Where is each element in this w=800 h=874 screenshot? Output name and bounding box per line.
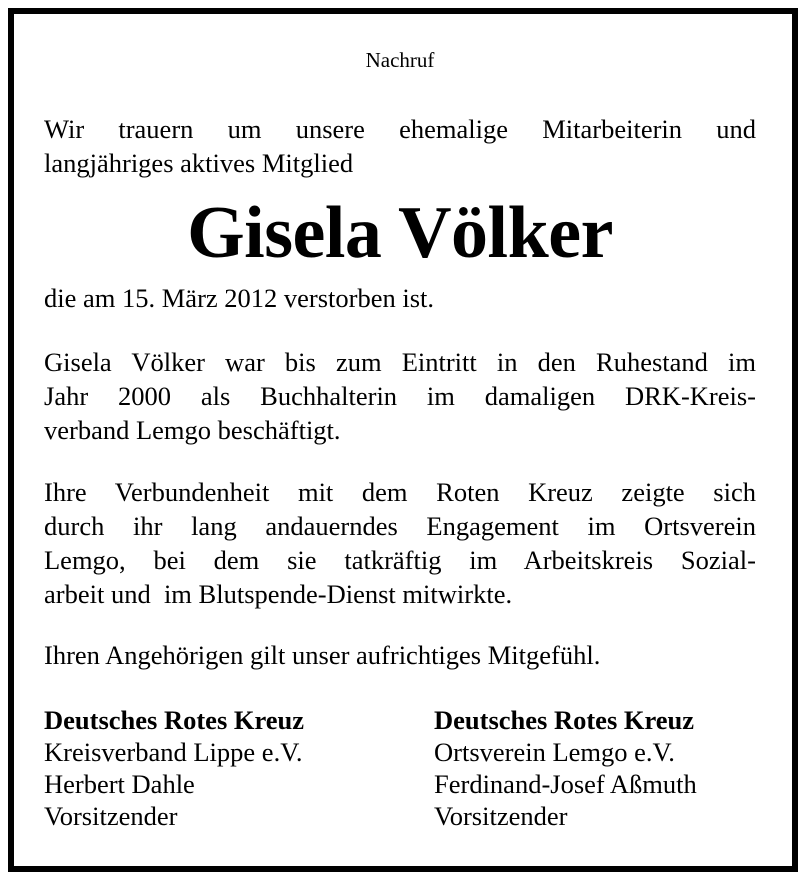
- notice-header: Nachruf: [365, 48, 435, 72]
- engagement-line-3: Lemgo, bei dem sie tatkräftig im Arbeitskreis Sozial-: [44, 545, 756, 575]
- career-line-2: Jahr 2000 als Buchhalterin im damaligen DRK-Kreis-: [44, 381, 756, 411]
- intro-paragraph: [44, 112, 756, 180]
- engagement-line-4: arbeit und im Blutspende-Dienst mitwirkte.: [44, 579, 513, 609]
- intro-line-1: Wir trauern um unsere ehemalige Mitarbeiterin und: [44, 114, 756, 144]
- signature-block-right: [434, 704, 697, 832]
- signature-organization: Deutsches Rotes Kreuz: [44, 705, 305, 735]
- career-line-1: Gisela Völker war bis zum Eintritt in den Ruhestand im: [44, 347, 756, 377]
- signature-person: Ferdinand-Josef Aßmuth: [434, 769, 697, 799]
- career-line-3: verband Lemgo beschäftigt.: [44, 415, 341, 445]
- condolence-line: Ihren Angehörigen gilt unser aufrichtiges Mitgefühl.: [44, 640, 601, 670]
- signature-organization: Deutsches Rotes Kreuz: [434, 705, 695, 735]
- engagement-line-1: Ihre Verbundenheit mit dem Roten Kreuz zeigte sich: [44, 477, 756, 507]
- signature-block-left: [44, 704, 304, 832]
- signature-role: Vorsitzender: [44, 801, 178, 831]
- signature-branch: Ortsverein Lemgo e.V.: [434, 737, 675, 767]
- signature-branch: Kreisverband Lippe e.V.: [44, 737, 303, 767]
- career-paragraph: [44, 345, 756, 447]
- engagement-line-2: durch ihr lang andauerndes Engagement im Ortsverein: [44, 511, 756, 541]
- signature-person: Herbert Dahle: [44, 769, 195, 799]
- death-date-line: die am 15. März 2012 verstorben ist.: [44, 283, 435, 313]
- signature-role: Vorsitzender: [434, 801, 568, 831]
- engagement-paragraph: [44, 475, 756, 611]
- deceased-name: Gisela Völker: [187, 192, 613, 274]
- intro-line-2: langjähriges aktives Mitglied: [44, 148, 354, 178]
